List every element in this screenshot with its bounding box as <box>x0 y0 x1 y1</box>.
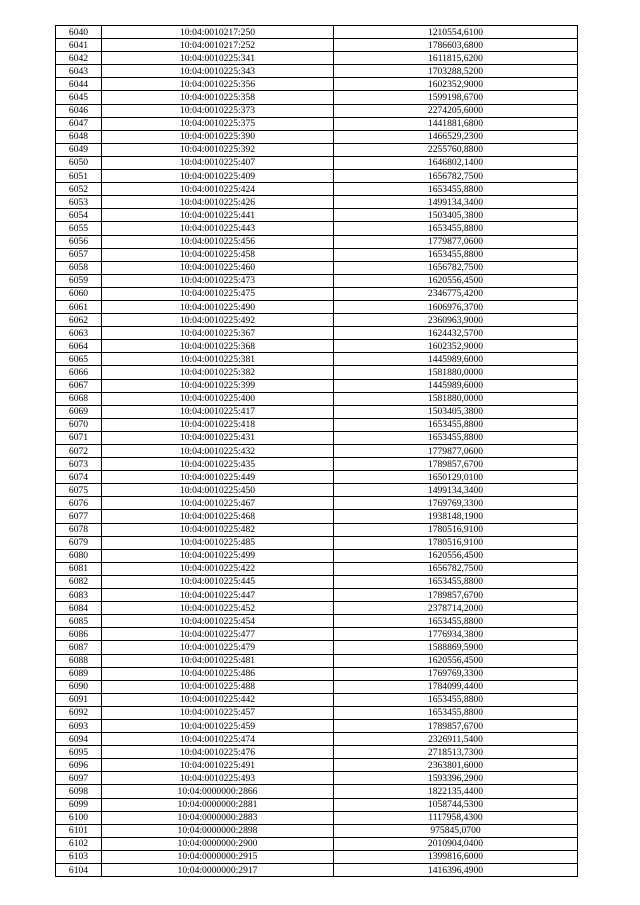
value-cell: 1499134,3400 <box>334 196 578 209</box>
value-cell: 1784099,4400 <box>334 680 578 693</box>
table-row <box>56 222 578 235</box>
row-number-cell: 6052 <box>56 183 102 196</box>
cadastral-number-cell: 10:04:0010225:452 <box>102 602 334 615</box>
table-row <box>56 641 578 654</box>
value-cell: 1656782,7500 <box>334 562 578 575</box>
row-number-cell: 6054 <box>56 209 102 222</box>
cadastral-number-cell: 10:04:0010225:418 <box>102 418 334 431</box>
table-row <box>56 405 578 418</box>
value-cell: 1499134,3400 <box>334 484 578 497</box>
row-number-cell: 6076 <box>56 497 102 510</box>
cadastral-number-cell: 10:04:0010225:447 <box>102 589 334 602</box>
cadastral-number-cell: 10:04:0010225:481 <box>102 654 334 667</box>
table-row <box>56 91 578 104</box>
table-row <box>56 117 578 130</box>
row-number-cell: 6040 <box>56 26 102 39</box>
value-cell: 2274205,6000 <box>334 104 578 117</box>
cadastral-number-cell: 10:04:0010225:375 <box>102 117 334 130</box>
value-cell: 1620556,4500 <box>334 654 578 667</box>
table-row <box>56 52 578 65</box>
row-number-cell: 6080 <box>56 549 102 562</box>
value-cell: 1466529,2300 <box>334 130 578 143</box>
row-number-cell: 6043 <box>56 65 102 78</box>
value-cell: 1776934,3800 <box>334 628 578 641</box>
cadastral-number-cell: 10:04:0010225:400 <box>102 392 334 405</box>
row-number-cell: 6089 <box>56 667 102 680</box>
row-number-cell: 6090 <box>56 680 102 693</box>
cadastral-number-cell: 10:04:0010217:252 <box>102 39 334 52</box>
cadastral-number-cell: 10:04:0010225:442 <box>102 693 334 706</box>
table-row <box>56 143 578 156</box>
row-number-cell: 6059 <box>56 274 102 287</box>
row-number-cell: 6062 <box>56 314 102 327</box>
row-number-cell: 6068 <box>56 392 102 405</box>
cadastral-number-cell: 10:04:0010225:432 <box>102 445 334 458</box>
table-row <box>56 654 578 667</box>
cadastral-number-cell: 10:04:0010225:493 <box>102 772 334 785</box>
value-cell: 1653455,8800 <box>334 222 578 235</box>
table-body <box>56 26 578 877</box>
value-cell: 2255760,8800 <box>334 143 578 156</box>
table-row <box>56 706 578 719</box>
cadastral-number-cell: 10:04:0010225:407 <box>102 156 334 169</box>
table-row <box>56 549 578 562</box>
cadastral-number-cell: 10:04:0010225:486 <box>102 667 334 680</box>
cadastral-number-cell: 10:04:0010225:492 <box>102 314 334 327</box>
cadastral-number-cell: 10:04:0010225:449 <box>102 471 334 484</box>
cadastral-number-cell: 10:04:0000000:2900 <box>102 837 334 850</box>
table-row <box>56 497 578 510</box>
table-row <box>56 209 578 222</box>
table-row <box>56 510 578 523</box>
value-cell: 1653455,8800 <box>334 615 578 628</box>
value-cell: 1653455,8800 <box>334 248 578 261</box>
value-cell: 1769769,3300 <box>334 497 578 510</box>
value-cell: 1789857,6700 <box>334 458 578 471</box>
row-number-cell: 6057 <box>56 248 102 261</box>
table-row <box>56 445 578 458</box>
cadastral-number-cell: 10:04:0010225:459 <box>102 719 334 732</box>
row-number-cell: 6045 <box>56 91 102 104</box>
table-row <box>56 287 578 300</box>
row-number-cell: 6047 <box>56 117 102 130</box>
cadastral-number-cell: 10:04:0010225:457 <box>102 706 334 719</box>
table-row <box>56 104 578 117</box>
value-cell: 1646802,1400 <box>334 156 578 169</box>
row-number-cell: 6044 <box>56 78 102 91</box>
table-row <box>56 667 578 680</box>
cadastral-number-cell: 10:04:0010225:409 <box>102 170 334 183</box>
value-cell: 1581880,0000 <box>334 366 578 379</box>
row-number-cell: 6042 <box>56 52 102 65</box>
row-number-cell: 6083 <box>56 589 102 602</box>
value-cell: 1117958,4300 <box>334 811 578 824</box>
value-cell: 1780516,9100 <box>334 536 578 549</box>
cadastral-number-cell: 10:04:0010225:482 <box>102 523 334 536</box>
cadastral-number-cell: 10:04:0010225:426 <box>102 196 334 209</box>
table-row <box>56 615 578 628</box>
row-number-cell: 6067 <box>56 379 102 392</box>
row-number-cell: 6075 <box>56 484 102 497</box>
cadastral-number-cell: 10:04:0000000:2881 <box>102 798 334 811</box>
value-cell: 1938148,1900 <box>334 510 578 523</box>
table-row <box>56 78 578 91</box>
value-cell: 2360963,9000 <box>334 314 578 327</box>
value-cell: 1581880,0000 <box>334 392 578 405</box>
row-number-cell: 6100 <box>56 811 102 824</box>
table-row <box>56 314 578 327</box>
cadastral-number-cell: 10:04:0010225:368 <box>102 340 334 353</box>
row-number-cell: 6091 <box>56 693 102 706</box>
table-row <box>56 680 578 693</box>
cadastral-number-cell: 10:04:0010225:473 <box>102 274 334 287</box>
cadastral-number-cell: 10:04:0010225:390 <box>102 130 334 143</box>
value-cell: 2718513,7300 <box>334 746 578 759</box>
cadastral-number-cell: 10:04:0010225:468 <box>102 510 334 523</box>
value-cell: 1703288,5200 <box>334 65 578 78</box>
cadastral-number-cell: 10:04:0010225:341 <box>102 52 334 65</box>
cadastral-number-cell: 10:04:0010225:491 <box>102 759 334 772</box>
table-row <box>56 65 578 78</box>
row-number-cell: 6058 <box>56 261 102 274</box>
table-row <box>56 811 578 824</box>
row-number-cell: 6079 <box>56 536 102 549</box>
value-cell: 1650129,0100 <box>334 471 578 484</box>
cadastral-number-cell: 10:04:0010225:477 <box>102 628 334 641</box>
table-row <box>56 693 578 706</box>
value-cell: 1620556,4500 <box>334 274 578 287</box>
value-cell: 1789857,6700 <box>334 719 578 732</box>
value-cell: 1602352,9000 <box>334 78 578 91</box>
table-row <box>56 300 578 313</box>
table-row <box>56 523 578 536</box>
row-number-cell: 6101 <box>56 824 102 837</box>
cadastral-number-cell: 10:04:0010217:250 <box>102 26 334 39</box>
table-row <box>56 562 578 575</box>
table-row <box>56 772 578 785</box>
value-cell: 1445989,6000 <box>334 353 578 366</box>
cadastral-number-cell: 10:04:0000000:2866 <box>102 785 334 798</box>
table-row <box>56 235 578 248</box>
value-cell: 1656782,7500 <box>334 170 578 183</box>
cadastral-number-cell: 10:04:0010225:445 <box>102 575 334 588</box>
row-number-cell: 6097 <box>56 772 102 785</box>
value-cell: 1624432,5700 <box>334 327 578 340</box>
table-row <box>56 39 578 52</box>
value-cell: 1611815,6200 <box>334 52 578 65</box>
value-cell: 1653455,8800 <box>334 693 578 706</box>
row-number-cell: 6056 <box>56 235 102 248</box>
row-number-cell: 6098 <box>56 785 102 798</box>
cadastral-number-cell: 10:04:0010225:417 <box>102 405 334 418</box>
cadastral-number-cell: 10:04:0010225:431 <box>102 431 334 444</box>
table-row <box>56 248 578 261</box>
row-number-cell: 6046 <box>56 104 102 117</box>
row-number-cell: 6050 <box>56 156 102 169</box>
value-cell: 1602352,9000 <box>334 340 578 353</box>
value-cell: 2378714,2000 <box>334 602 578 615</box>
cadastral-number-cell: 10:04:0010225:343 <box>102 65 334 78</box>
value-cell: 1210554,6100 <box>334 26 578 39</box>
value-cell: 975845,0700 <box>334 824 578 837</box>
cadastral-number-cell: 10:04:0010225:475 <box>102 287 334 300</box>
cadastral-number-cell: 10:04:0010225:443 <box>102 222 334 235</box>
value-cell: 1588869,5900 <box>334 641 578 654</box>
cadastral-number-cell: 10:04:0010225:382 <box>102 366 334 379</box>
row-number-cell: 6053 <box>56 196 102 209</box>
row-number-cell: 6102 <box>56 837 102 850</box>
value-cell: 1653455,8800 <box>334 418 578 431</box>
row-number-cell: 6065 <box>56 353 102 366</box>
table-row <box>56 274 578 287</box>
row-number-cell: 6088 <box>56 654 102 667</box>
value-cell: 1058744,5300 <box>334 798 578 811</box>
cadastral-number-cell: 10:04:0010225:488 <box>102 680 334 693</box>
row-number-cell: 6094 <box>56 733 102 746</box>
cadastral-number-cell: 10:04:0010225:456 <box>102 235 334 248</box>
cadastral-number-cell: 10:04:0010225:499 <box>102 549 334 562</box>
table-row <box>56 156 578 169</box>
table-row <box>56 589 578 602</box>
row-number-cell: 6055 <box>56 222 102 235</box>
table-row <box>56 575 578 588</box>
value-cell: 1653455,8800 <box>334 706 578 719</box>
cadastral-number-cell: 10:04:0010225:373 <box>102 104 334 117</box>
table-row <box>56 340 578 353</box>
value-cell: 1769769,3300 <box>334 667 578 680</box>
cadastral-value-table <box>55 25 578 877</box>
cadastral-number-cell: 10:04:0010225:485 <box>102 536 334 549</box>
cadastral-number-cell: 10:04:0010225:474 <box>102 733 334 746</box>
value-cell: 1503405,3800 <box>334 209 578 222</box>
value-cell: 1779877,0600 <box>334 235 578 248</box>
cadastral-number-cell: 10:04:0000000:2915 <box>102 850 334 863</box>
value-cell: 1653455,8800 <box>334 183 578 196</box>
cadastral-number-cell: 10:04:0000000:2917 <box>102 864 334 877</box>
value-cell: 2346775,4200 <box>334 287 578 300</box>
value-cell: 1656782,7500 <box>334 261 578 274</box>
row-number-cell: 6099 <box>56 798 102 811</box>
table-row <box>56 759 578 772</box>
row-number-cell: 6072 <box>56 445 102 458</box>
row-number-cell: 6084 <box>56 602 102 615</box>
row-number-cell: 6093 <box>56 719 102 732</box>
row-number-cell: 6061 <box>56 300 102 313</box>
value-cell: 2010904,0400 <box>334 837 578 850</box>
row-number-cell: 6078 <box>56 523 102 536</box>
cadastral-number-cell: 10:04:0010225:454 <box>102 615 334 628</box>
row-number-cell: 6063 <box>56 327 102 340</box>
row-number-cell: 6095 <box>56 746 102 759</box>
table-row <box>56 746 578 759</box>
table-row <box>56 484 578 497</box>
cadastral-number-cell: 10:04:0010225:460 <box>102 261 334 274</box>
cadastral-number-cell: 10:04:0010225:450 <box>102 484 334 497</box>
cadastral-number-cell: 10:04:0000000:2898 <box>102 824 334 837</box>
row-number-cell: 6096 <box>56 759 102 772</box>
cadastral-number-cell: 10:04:0010225:467 <box>102 497 334 510</box>
table-row <box>56 785 578 798</box>
row-number-cell: 6070 <box>56 418 102 431</box>
cadastral-number-cell: 10:04:0000000:2883 <box>102 811 334 824</box>
table-row <box>56 602 578 615</box>
row-number-cell: 6085 <box>56 615 102 628</box>
row-number-cell: 6103 <box>56 850 102 863</box>
value-cell: 1786603,6800 <box>334 39 578 52</box>
table-row <box>56 824 578 837</box>
table-row <box>56 719 578 732</box>
cadastral-number-cell: 10:04:0010225:399 <box>102 379 334 392</box>
row-number-cell: 6049 <box>56 143 102 156</box>
cadastral-number-cell: 10:04:0010225:424 <box>102 183 334 196</box>
table-row <box>56 837 578 850</box>
row-number-cell: 6041 <box>56 39 102 52</box>
value-cell: 1780516,9100 <box>334 523 578 536</box>
table-row <box>56 458 578 471</box>
table-row <box>56 130 578 143</box>
value-cell: 1789857,6700 <box>334 589 578 602</box>
cadastral-number-cell: 10:04:0010225:435 <box>102 458 334 471</box>
table-row <box>56 196 578 209</box>
value-cell: 1441881,6800 <box>334 117 578 130</box>
row-number-cell: 6051 <box>56 170 102 183</box>
table-row <box>56 26 578 39</box>
table-row <box>56 733 578 746</box>
cadastral-number-cell: 10:04:0010225:422 <box>102 562 334 575</box>
row-number-cell: 6081 <box>56 562 102 575</box>
value-cell: 1399816,6000 <box>334 850 578 863</box>
cadastral-number-cell: 10:04:0010225:441 <box>102 209 334 222</box>
cadastral-number-cell: 10:04:0010225:381 <box>102 353 334 366</box>
row-number-cell: 6073 <box>56 458 102 471</box>
value-cell: 2326911,5400 <box>334 733 578 746</box>
row-number-cell: 6060 <box>56 287 102 300</box>
table-row <box>56 628 578 641</box>
row-number-cell: 6074 <box>56 471 102 484</box>
table-row <box>56 327 578 340</box>
table-row <box>56 798 578 811</box>
row-number-cell: 6087 <box>56 641 102 654</box>
row-number-cell: 6077 <box>56 510 102 523</box>
row-number-cell: 6086 <box>56 628 102 641</box>
value-cell: 1620556,4500 <box>334 549 578 562</box>
row-number-cell: 6048 <box>56 130 102 143</box>
row-number-cell: 6092 <box>56 706 102 719</box>
table-row <box>56 353 578 366</box>
table-row <box>56 261 578 274</box>
value-cell: 1606976,3700 <box>334 300 578 313</box>
value-cell: 1445989,6000 <box>334 379 578 392</box>
value-cell: 1653455,8800 <box>334 575 578 588</box>
cadastral-number-cell: 10:04:0010225:392 <box>102 143 334 156</box>
cadastral-number-cell: 10:04:0010225:476 <box>102 746 334 759</box>
table-row <box>56 183 578 196</box>
value-cell: 1653455,8800 <box>334 431 578 444</box>
table-row <box>56 850 578 863</box>
table-row <box>56 418 578 431</box>
cadastral-number-cell: 10:04:0010225:358 <box>102 91 334 104</box>
table-row <box>56 366 578 379</box>
cadastral-number-cell: 10:04:0010225:356 <box>102 78 334 91</box>
value-cell: 1779877,0600 <box>334 445 578 458</box>
row-number-cell: 6064 <box>56 340 102 353</box>
table-row <box>56 431 578 444</box>
cadastral-number-cell: 10:04:0010225:367 <box>102 327 334 340</box>
row-number-cell: 6069 <box>56 405 102 418</box>
row-number-cell: 6066 <box>56 366 102 379</box>
cadastral-number-cell: 10:04:0010225:458 <box>102 248 334 261</box>
value-cell: 1416396,4900 <box>334 864 578 877</box>
value-cell: 1593396,2900 <box>334 772 578 785</box>
table-row <box>56 864 578 877</box>
cadastral-number-cell: 10:04:0010225:479 <box>102 641 334 654</box>
table-row <box>56 379 578 392</box>
table-row <box>56 170 578 183</box>
value-cell: 1599198,6700 <box>334 91 578 104</box>
value-cell: 2363801,6000 <box>334 759 578 772</box>
row-number-cell: 6082 <box>56 575 102 588</box>
value-cell: 1822135,4400 <box>334 785 578 798</box>
value-cell: 1503405,3800 <box>334 405 578 418</box>
cadastral-number-cell: 10:04:0010225:490 <box>102 300 334 313</box>
table-row <box>56 471 578 484</box>
table-row <box>56 536 578 549</box>
table-row <box>56 392 578 405</box>
row-number-cell: 6104 <box>56 864 102 877</box>
row-number-cell: 6071 <box>56 431 102 444</box>
